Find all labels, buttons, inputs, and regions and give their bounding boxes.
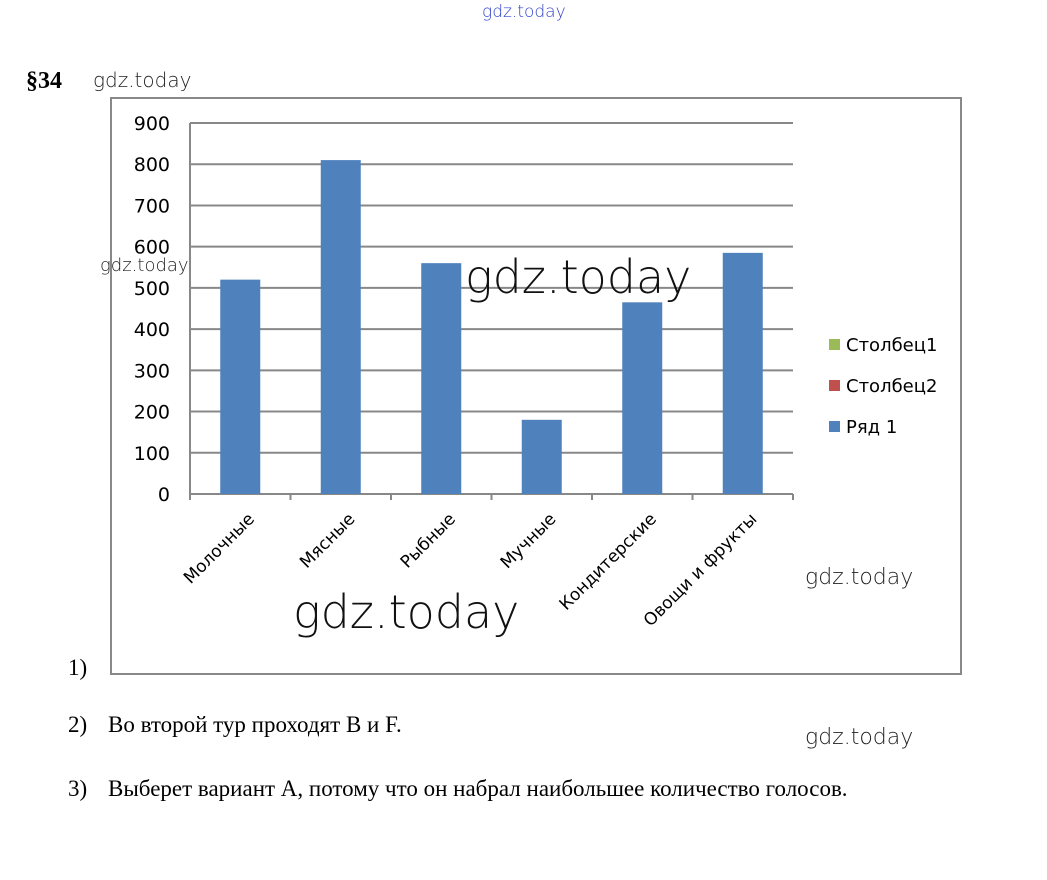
bar xyxy=(522,420,562,494)
answer-3 xyxy=(68,773,848,805)
y-tick-label: 900 xyxy=(133,113,170,135)
x-tick-label: Молочные xyxy=(180,509,259,589)
x-tick-label: Рыбные xyxy=(396,509,460,573)
y-tick-label: 200 xyxy=(133,401,170,424)
watermark: gdz.today xyxy=(100,255,189,276)
y-tick-label: 0 xyxy=(157,484,170,506)
x-tick-label: Кондитерские xyxy=(555,509,661,615)
header-watermark: gdz.today xyxy=(482,2,566,22)
watermark: gdz.today xyxy=(465,250,692,304)
answer-number: 3) xyxy=(68,776,88,801)
answer-2 xyxy=(68,712,402,738)
bar xyxy=(321,160,361,494)
legend-swatch xyxy=(829,421,840,432)
y-tick-label: 400 xyxy=(133,319,170,342)
bar xyxy=(723,253,763,494)
y-tick-label: 700 xyxy=(133,195,170,218)
bar xyxy=(220,280,260,494)
watermark: gdz.today xyxy=(805,725,914,750)
bar xyxy=(421,263,461,494)
y-tick-label: 800 xyxy=(133,154,170,177)
y-tick-label: 300 xyxy=(133,360,170,383)
watermark: gdz.today xyxy=(293,585,520,639)
legend-label: Столбец2 xyxy=(846,376,938,397)
x-tick-label: Овощи и фрукты xyxy=(639,509,762,631)
legend-swatch xyxy=(829,339,840,350)
y-tick-label: 600 xyxy=(133,236,170,259)
x-tick-label: Мясные xyxy=(296,509,360,573)
y-tick-label: 500 xyxy=(133,277,170,300)
legend-swatch xyxy=(829,380,840,391)
watermark: gdz.today xyxy=(93,68,192,92)
answer-text: Во второй тур проходят B и F. xyxy=(108,712,402,737)
bar xyxy=(622,302,662,494)
answer-text: Выберет вариант А, потому что он набрал наибольшее количество голосов. xyxy=(108,776,848,801)
answer-number: 2) xyxy=(68,712,88,737)
answer-number: 1) xyxy=(68,655,88,680)
watermark: gdz.today xyxy=(805,565,914,590)
legend-label: Столбец1 xyxy=(846,335,938,356)
y-tick-label: 100 xyxy=(133,442,170,465)
x-tick-label: Мучные xyxy=(496,509,561,573)
section-number: §34 xyxy=(26,68,62,94)
legend-label: Ряд 1 xyxy=(846,417,898,438)
answer-1 xyxy=(68,655,108,681)
